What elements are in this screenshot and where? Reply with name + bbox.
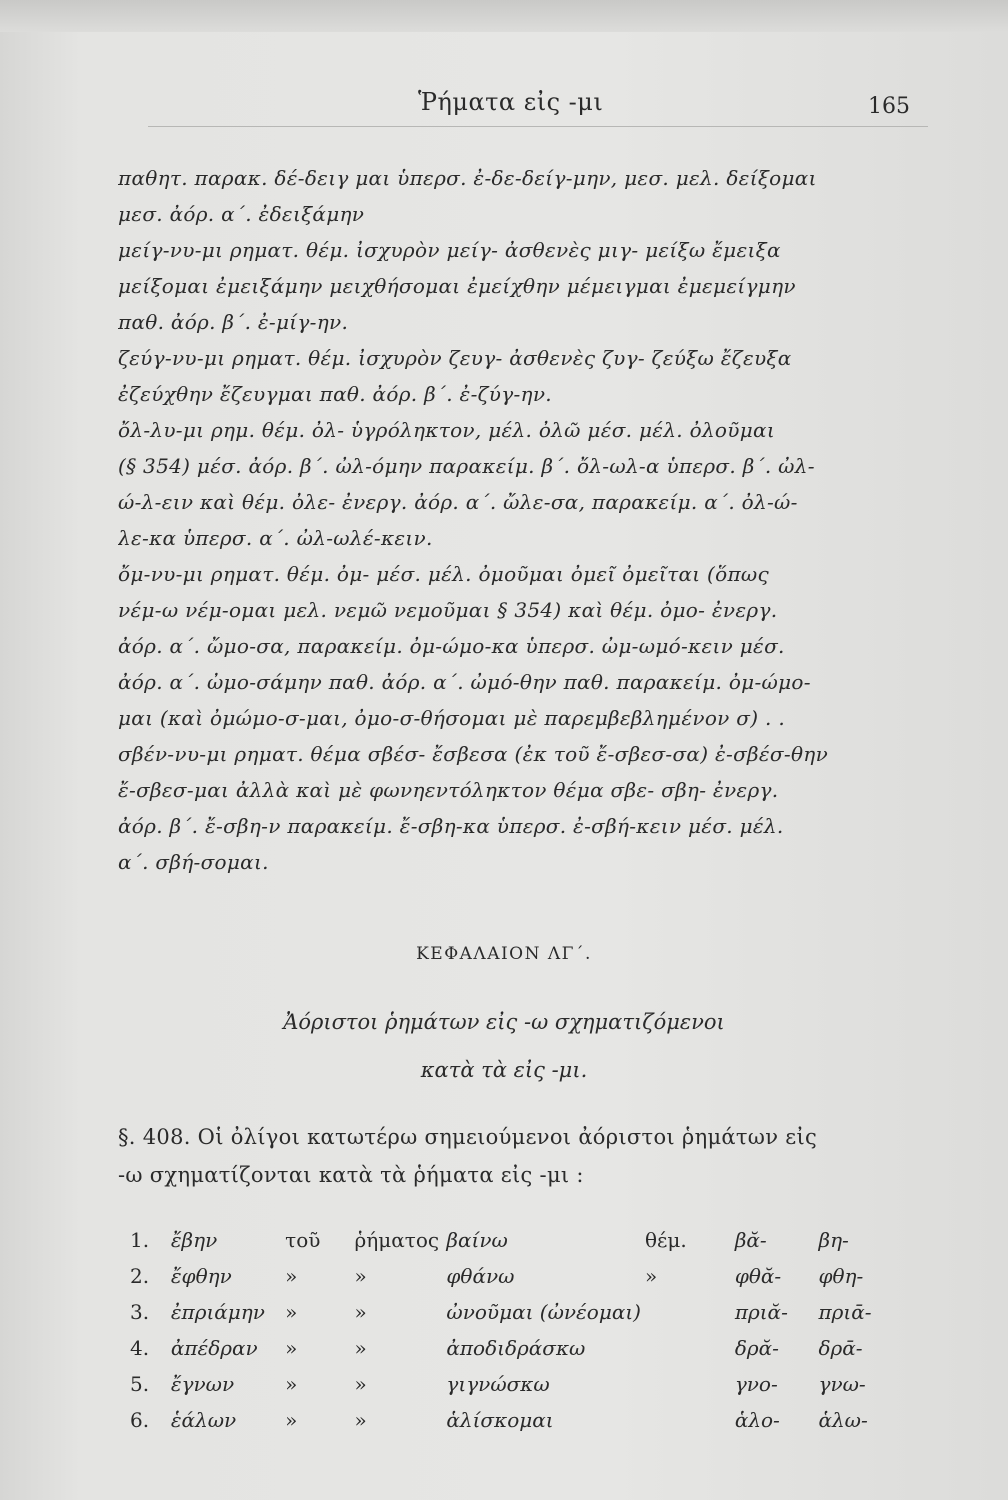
text-line: λε-κα ὑπερσ. α΄. ὠλ-ωλέ-κειν. bbox=[118, 526, 433, 550]
present-form: ἁλίσκομαι bbox=[446, 1408, 554, 1432]
text-line: μείγ-νυ-μι ρηματ. θέμ. ἰσχυρὸν μείγ- ἀσθενὲς μιγ- μείξω ἔμειξα bbox=[118, 238, 781, 262]
text-line: σβέν-νυ-μι ρηματ. θέμα σβέσ- ἔσβεσα (ἐκ τοῦ ἔ-σβεσ-σα) ἐ-σβέσ-θην bbox=[118, 742, 829, 766]
page-edge-shadow bbox=[0, 0, 1008, 32]
verb-label: » bbox=[354, 1300, 367, 1324]
weak-stem: ἁλο- bbox=[734, 1408, 780, 1432]
verb-label: » bbox=[354, 1264, 367, 1288]
text-line: ἀόρ. β΄. ἔ-σβη-ν παρακείμ. ἔ-σβη-κα ὑπερσ. ἐ-σβή-κειν μέσ. μέλ. bbox=[118, 814, 784, 838]
present-form: γιγνώσκω bbox=[446, 1372, 550, 1396]
text-line: μεσ. ἀόρ. α΄. ἐδειξάμην bbox=[118, 202, 365, 226]
present-form: ἀποδιδράσκω bbox=[446, 1336, 586, 1360]
of-word: » bbox=[285, 1336, 298, 1360]
weak-stem: βᾰ- bbox=[734, 1228, 767, 1252]
theme-label bbox=[645, 1294, 735, 1330]
weak-stem: πριᾰ- bbox=[734, 1300, 788, 1324]
of-word: » bbox=[285, 1264, 298, 1288]
text-line: νέμ-ω νέμ-ομαι μελ. νεμῶ νεμοῦμαι § 354) καὶ θέμ. ὀμο- ἐνεργ. bbox=[118, 598, 778, 622]
present-form: ὠνοῦμαι (ὠνέομαι) bbox=[446, 1300, 641, 1324]
running-title: Ῥήματα εἰς -μι bbox=[418, 88, 604, 116]
strong-stem: ἁλω- bbox=[818, 1408, 868, 1432]
strong-stem: φθη- bbox=[818, 1264, 864, 1288]
text-line: ἀόρ. α΄. ὠμο-σάμην παθ. ἀόρ. α΄. ὠμό-θην παθ. παρακείμ. ὀμ-ώμο- bbox=[118, 670, 811, 694]
verb-label: » bbox=[354, 1408, 367, 1432]
weak-stem: φθᾰ- bbox=[734, 1264, 782, 1288]
weak-stem: δρᾰ- bbox=[734, 1336, 779, 1360]
table-row bbox=[130, 1366, 890, 1402]
aorist-form: ἔφθην bbox=[170, 1264, 232, 1288]
present-form: βαίνω bbox=[446, 1228, 508, 1252]
aorist-form: ἑάλων bbox=[170, 1408, 237, 1432]
body-text bbox=[118, 160, 938, 880]
text-line: ἀόρ. α΄. ὤμο-σα, παρακείμ. ὀμ-ώμο-κα ὑπερσ. ὠμ-ωμό-κειν μέσ. bbox=[118, 634, 785, 658]
aorist-form: ἔβην bbox=[170, 1228, 218, 1252]
table-row bbox=[130, 1258, 890, 1294]
theme-label bbox=[645, 1402, 735, 1438]
row-number: 4. bbox=[130, 1336, 150, 1360]
chapter-subtitle-line-2: κατὰ τὰ εἰς -μι. bbox=[420, 1058, 588, 1082]
chapter-subtitle-line-1: Ἀόριστοι ῥημάτων εἰς -ω σχηματιζόμενοι bbox=[283, 1010, 725, 1034]
of-word: τοῦ bbox=[285, 1228, 321, 1252]
text-line: παθ. ἀόρ. β΄. ἐ-μίγ-ην. bbox=[118, 310, 349, 334]
row-number: 3. bbox=[130, 1300, 150, 1324]
theme-label bbox=[645, 1330, 735, 1366]
row-number: 6. bbox=[130, 1408, 150, 1432]
verb-label: » bbox=[354, 1372, 367, 1396]
verb-table bbox=[130, 1222, 890, 1438]
strong-stem: πριᾱ- bbox=[818, 1300, 872, 1324]
text-line: α΄. σβή-σομαι. bbox=[118, 850, 269, 874]
theme-label: » bbox=[645, 1264, 658, 1288]
theme-label bbox=[645, 1366, 735, 1402]
text-line: ώ-λ-ειν καὶ θέμ. ὀλε- ἐνεργ. ἀόρ. α΄. ὤλε-σα, παρακείμ. α΄. ὀλ-ώ- bbox=[118, 490, 798, 514]
paragraph-line-1: §. 408. Οἱ ὀλίγοι κατωτέρω σημειούμενοι ἀόριστοι ῥημάτων εἰς bbox=[118, 1125, 818, 1149]
page-header bbox=[0, 88, 1008, 128]
page-number: 165 bbox=[868, 94, 910, 119]
text-line: ἐζεύχθην ἔζευγμαι παθ. ἀόρ. β΄. ἐ-ζύγ-ην. bbox=[118, 382, 552, 406]
row-number: 5. bbox=[130, 1372, 150, 1396]
text-line: ζεύγ-νυ-μι ρηματ. θέμ. ἰσχυρὸν ζευγ- ἀσθενὲς ζυγ- ζεύξω ἔζευξα bbox=[118, 346, 792, 370]
table-row bbox=[130, 1402, 890, 1438]
aorist-form: ἐπριάμην bbox=[170, 1300, 265, 1324]
chapter-heading: ΚΕΦΑΛΑΙΟΝ ΛΓ΄. bbox=[416, 944, 592, 964]
of-word: » bbox=[285, 1300, 298, 1324]
theme-label: θέμ. bbox=[645, 1228, 687, 1252]
text-line: (§ 354) μέσ. ἀόρ. β΄. ὠλ-όμην παρακείμ. β΄. ὄλ-ωλ-α ὑπερσ. β΄. ὠλ- bbox=[118, 454, 815, 478]
row-number: 1. bbox=[130, 1228, 150, 1252]
text-line: μαι (καὶ ὀμώμο-σ-μαι, ὀμο-σ-θήσομαι μὲ παρεμβεβλημένον σ) . . bbox=[118, 706, 785, 730]
verb-label: » bbox=[354, 1336, 367, 1360]
text-line: ἔ-σβεσ-μαι ἀλλὰ καὶ μὲ φωνηεντόληκτον θέμα σβε- σβη- ἐνεργ. bbox=[118, 778, 779, 802]
text-line: παθητ. παρακ. δέ-δειγ μαι ὑπερσ. ἐ-δε-δείγ-μην, μεσ. μελ. δείξομαι bbox=[118, 166, 817, 190]
present-form: φθάνω bbox=[446, 1264, 515, 1288]
section-paragraph bbox=[118, 1118, 938, 1194]
of-word: » bbox=[285, 1408, 298, 1432]
aorist-form: ἀπέδραν bbox=[170, 1336, 258, 1360]
strong-stem: γνω- bbox=[818, 1372, 866, 1396]
weak-stem: γνο- bbox=[734, 1372, 778, 1396]
header-rule bbox=[148, 126, 928, 127]
text-line: μείξομαι ἐμειξάμην μειχθήσομαι ἐμείχθην μέμειγμαι ἐμεμείγμην bbox=[118, 274, 796, 298]
text-line: ὄμ-νυ-μι ρηματ. θέμ. ὀμ- μέσ. μέλ. ὀμοῦμαι ὀμεῖ ὀμεῖται (ὅπως bbox=[118, 562, 770, 586]
strong-stem: βη- bbox=[818, 1228, 849, 1252]
table-row bbox=[130, 1330, 890, 1366]
of-word: » bbox=[285, 1372, 298, 1396]
verb-label: ῥήματος bbox=[354, 1228, 440, 1252]
text-line: ὄλ-λυ-μι ρημ. θέμ. ὀλ- ὑγρόληκτον, μέλ. ὀλῶ μέσ. μέλ. ὀλοῦμαι bbox=[118, 418, 775, 442]
aorist-form: ἔγνων bbox=[170, 1372, 235, 1396]
table-row bbox=[130, 1222, 890, 1258]
paragraph-line-2: -ω σχηματίζονται κατὰ τὰ ῥήματα εἰς -μι : bbox=[118, 1163, 584, 1187]
strong-stem: δρᾱ- bbox=[818, 1336, 863, 1360]
row-number: 2. bbox=[130, 1264, 150, 1288]
table-row bbox=[130, 1294, 890, 1330]
